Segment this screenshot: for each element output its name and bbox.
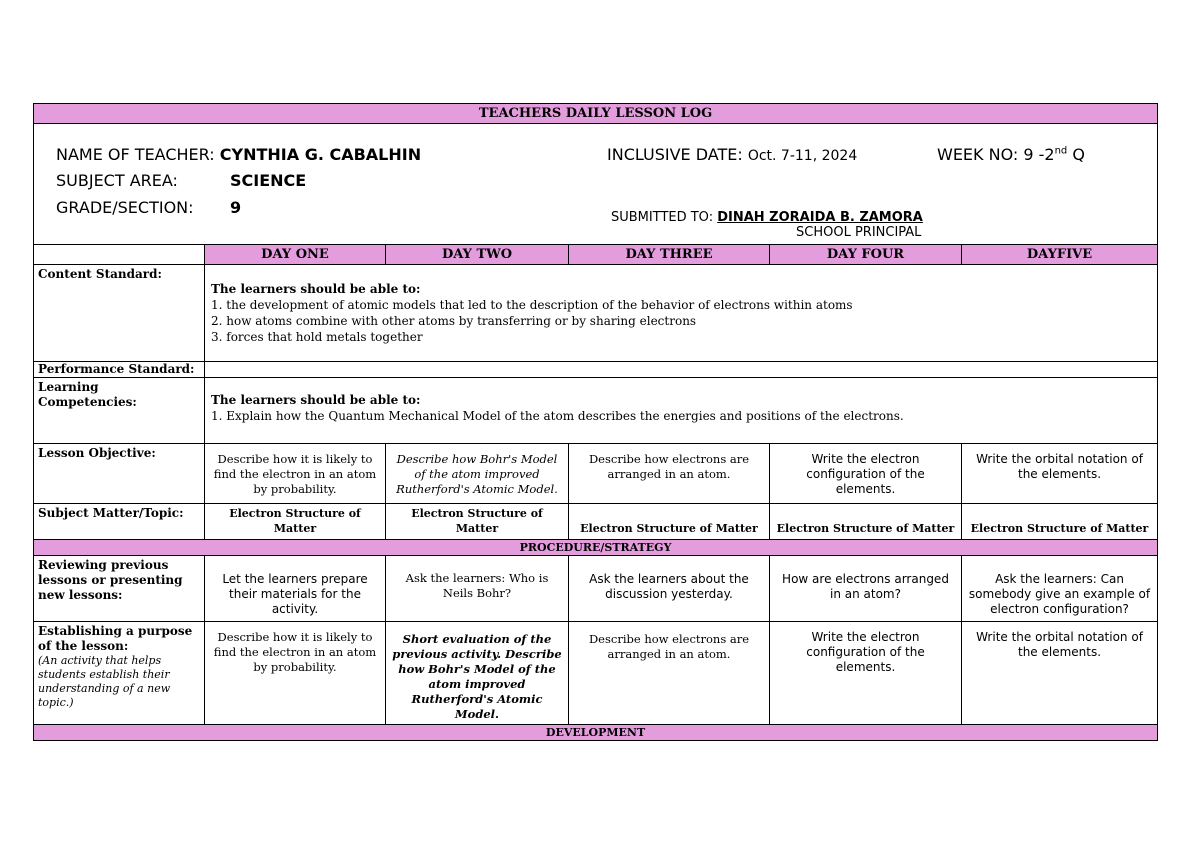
topic-day-five: Electron Structure of Matter [962,504,1158,540]
purpose-day-five: Write the orbital notation of the elements. [962,622,1158,725]
date-field [607,145,857,164]
blank-corner [34,245,205,265]
performance-standard-text [205,362,1158,378]
objective-day-five: Write the orbital notation of the elements. [962,444,1158,504]
date-value: Oct. 7-11, 2024 [747,148,858,164]
submitted-field [611,210,923,225]
principal-title: SCHOOL PRINCIPAL [796,225,922,240]
content-standard-label: Content Standard: [34,265,205,362]
week-label: WEEK NO: 9 -2 [937,145,1055,164]
lesson-log-table [33,103,1158,741]
document-title: TEACHERS DAILY LESSON LOG [34,104,1158,124]
learning-competencies-label: Learning Competencies: [34,378,205,444]
establishing-purpose-note: (An activity that helps students establish their understanding of a new topic.) [38,654,171,709]
topic-day-two: Electron Structure of Matter [386,504,569,540]
objective-day-four: Write the electron configuration of the elements. [770,444,962,504]
learning-competencies-item: 1. Explain how the Quantum Mechanical Model of the atom describes the energies and positions of the electrons. [211,409,904,423]
week-sup: nd [1054,145,1068,157]
topic-day-four: Electron Structure of Matter [770,504,962,540]
objective-day-three: Describe how electrons are arranged in an atom. [569,444,770,504]
topic-day-three: Electron Structure of Matter [569,504,770,540]
procedure-strategy-heading: PROCEDURE/STRATEGY [34,540,1158,556]
purpose-day-four: Write the electron configuration of the elements. [770,622,962,725]
objective-day-one: Describe how it is likely to find the electron in an atom by probability. [205,444,386,504]
subject-label: SUBJECT AREA: [56,171,178,190]
week-suffix: Q [1067,145,1085,164]
day-four-header: DAY FOUR [770,245,962,265]
content-standard-item: 3. forces that hold metals together [211,330,423,344]
performance-standard-label: Performance Standard: [34,362,205,378]
content-standard-intro: The learners should be able to: [211,282,421,296]
subject-value: SCIENCE [230,171,307,190]
reviewing-label: Reviewing previous lessons or presenting new lessons: [34,556,205,622]
learning-competencies-text [205,378,1158,444]
header-info [34,124,1158,245]
teacher-value: CYNTHIA G. CABALHIN [219,145,422,164]
subject-matter-label: Subject Matter/Topic: [34,504,205,540]
content-standard-item: 1. the development of atomic models that led to the description of the behavior of electrons within atoms [211,298,853,312]
reviewing-day-four: How are electrons arranged in an atom? [770,556,962,622]
establishing-purpose-label [34,622,205,725]
establishing-purpose-title: Establishing a purpose of the lesson: [38,624,193,653]
content-standard-text [205,265,1158,362]
reviewing-day-two: Ask the learners: Who is Neils Bohr? [386,556,569,622]
reviewing-day-five: Ask the learners: Can somebody give an example of electron configuration? [962,556,1158,622]
grade-value: 9 [230,198,242,217]
purpose-day-three: Describe how electrons are arranged in an atom. [569,622,770,725]
reviewing-day-one: Let the learners prepare their materials for the activity. [205,556,386,622]
week-field [937,145,1085,164]
lesson-objective-label: Lesson Objective: [34,444,205,504]
submitted-label: SUBMITTED TO: [611,210,718,225]
topic-day-one: Electron Structure of Matter [205,504,386,540]
day-five-header: DAYFIVE [962,245,1158,265]
lesson-log-document [33,103,1157,739]
teacher-label: NAME OF TEACHER: [56,145,215,164]
purpose-day-two: Short evaluation of the previous activity. Describe how Bohr's Model of the atom improved Rutherford's Atomic Model. [386,622,569,725]
learning-competencies-intro: The learners should be able to: [211,393,421,407]
teacher-field [56,145,421,164]
content-standard-item: 2. how atoms combine with other atoms by transferring or by sharing electrons [211,314,697,328]
purpose-day-one: Describe how it is likely to find the electron in an atom by probability. [205,622,386,725]
submitted-value: DINAH ZORAIDA B. ZAMORA [717,210,923,225]
development-heading: DEVELOPMENT [34,725,1158,741]
day-one-header: DAY ONE [205,245,386,265]
day-two-header: DAY TWO [386,245,569,265]
day-three-header: DAY THREE [569,245,770,265]
grade-label: GRADE/SECTION: [56,198,194,217]
reviewing-day-three: Ask the learners about the discussion yesterday. [569,556,770,622]
date-label: INCLUSIVE DATE: [607,145,743,164]
objective-day-two: Describe how Bohr's Model of the atom improved Rutherford's Atomic Model. [386,444,569,504]
